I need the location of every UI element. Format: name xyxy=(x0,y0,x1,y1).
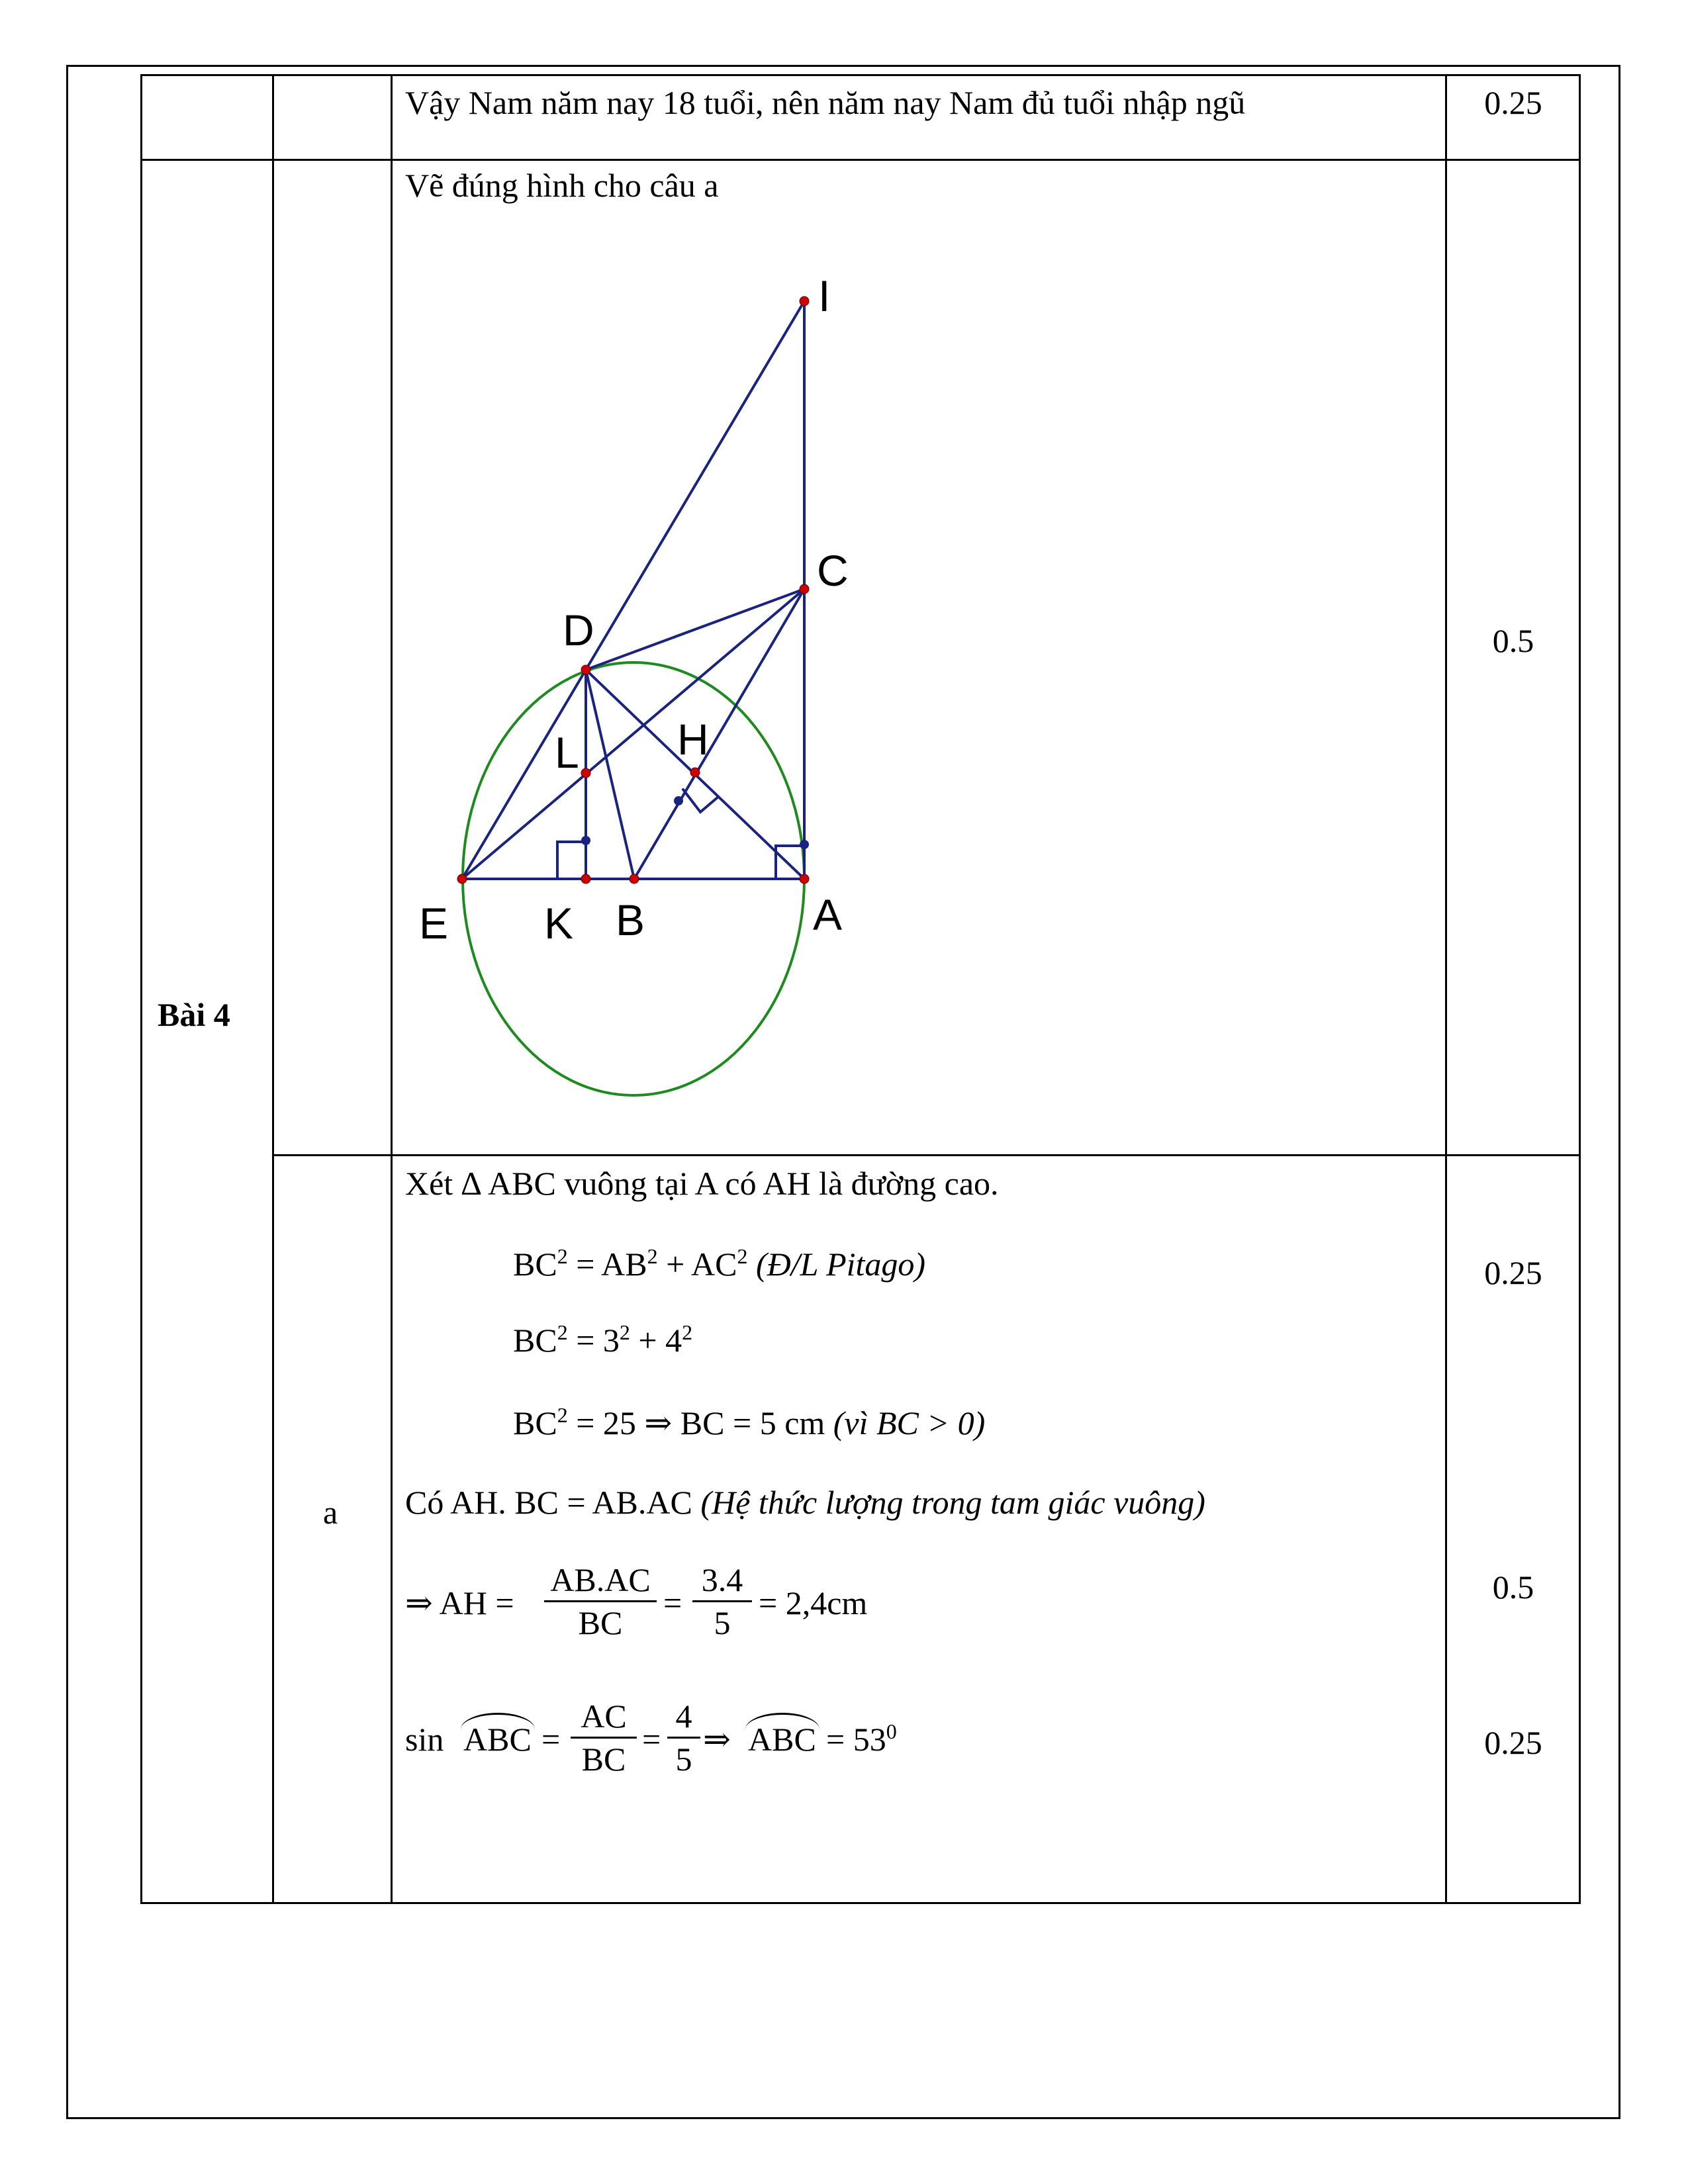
fraction-3-4-over-5 xyxy=(692,1559,752,1643)
step2-mid: = 3 xyxy=(567,1322,620,1359)
step2-exp-2: 2 xyxy=(619,1320,630,1344)
pyth-exp-2: 2 xyxy=(647,1244,658,1268)
problem-label: Bài 4 xyxy=(158,996,230,1033)
part-a-score-1: 0.25 xyxy=(1484,1254,1542,1291)
segment-dc xyxy=(586,589,804,670)
point-b xyxy=(630,874,639,884)
label-e: E xyxy=(419,899,449,948)
point-l xyxy=(581,768,590,778)
segment-bc xyxy=(634,589,804,879)
pyth-exp-3: 2 xyxy=(737,1244,748,1268)
sin-result-value: = 53 xyxy=(826,1721,886,1758)
sin-result xyxy=(826,1719,897,1759)
step3-rest: = 25 ⇒ BC = 5 cm xyxy=(567,1404,833,1441)
bc-result-line xyxy=(513,1403,985,1443)
label-l: L xyxy=(555,728,579,777)
sin-angle: ABC xyxy=(463,1721,532,1758)
fraction-4-over-5 xyxy=(667,1696,700,1780)
step2-left: BC xyxy=(513,1322,557,1359)
point-i xyxy=(800,296,809,306)
ah-result: = 2,4cm xyxy=(759,1584,868,1621)
sin-eq-1: = xyxy=(541,1721,561,1758)
draw-instruction: Vẽ đúng hình cho câu a xyxy=(405,167,719,204)
step3-note: (vì BC > 0) xyxy=(833,1404,986,1441)
fraction-ac-over-bc xyxy=(571,1696,637,1780)
point-c xyxy=(800,584,809,594)
point-h xyxy=(690,768,700,777)
step2-exp-1: 2 xyxy=(557,1320,568,1344)
pyth-note: (Đ/L Pitago) xyxy=(747,1246,926,1283)
frac3-numerator: AC xyxy=(581,1698,627,1735)
frac4-denominator: 5 xyxy=(675,1741,692,1778)
segment-id xyxy=(586,301,804,670)
sin-implies: ⇒ xyxy=(703,1721,731,1758)
sin-eq-2: = xyxy=(642,1721,661,1758)
label-k: K xyxy=(544,899,574,948)
ah-prefix: ⇒ AH = xyxy=(405,1584,514,1621)
part-a-score-2: 0.5 xyxy=(1492,1569,1534,1606)
point-d xyxy=(581,665,590,674)
part-a-label: a xyxy=(323,1494,338,1531)
pyth-exp-1: 2 xyxy=(557,1244,568,1268)
step3-exp: 2 xyxy=(557,1403,568,1427)
consider-triangle-line: Xét ∆ ABC vuông tại A có AH là đường cao. xyxy=(405,1165,999,1202)
point-aux-a xyxy=(800,840,809,849)
segment-ec xyxy=(462,589,804,879)
pyth-eq: = AB xyxy=(567,1246,647,1283)
point-k xyxy=(581,874,590,884)
frac3-denominator: BC xyxy=(581,1741,626,1778)
sin-angle-2: ABC xyxy=(748,1721,816,1758)
frac1-numerator: AB.AC xyxy=(550,1561,651,1598)
draw-score: 0.5 xyxy=(1492,622,1534,659)
right-angle-k xyxy=(557,842,586,879)
substitution-line xyxy=(513,1320,692,1360)
co-note: (Hệ thức lượng trong tam giác vuông) xyxy=(700,1484,1205,1521)
sin-prefix: sin xyxy=(405,1721,444,1758)
altitude-relation-line xyxy=(405,1482,1205,1522)
label-b: B xyxy=(616,895,645,944)
part-a-score-3: 0.25 xyxy=(1484,1724,1542,1761)
frac1-denominator: BC xyxy=(578,1604,623,1641)
label-h: H xyxy=(677,715,709,764)
point-aux-h xyxy=(674,796,683,805)
pythagoras-line xyxy=(513,1244,925,1284)
label-i: I xyxy=(818,271,831,320)
frac4-numerator: 4 xyxy=(675,1698,692,1735)
conclusion-text: Vậy Nam năm nay 18 tuổi, nên năm nay Nam đủ tuổi nhập ngũ xyxy=(405,84,1246,121)
step2-plus: + 4 xyxy=(630,1322,682,1359)
step3-left: BC xyxy=(513,1404,557,1441)
frac2-numerator: 3.4 xyxy=(701,1561,743,1598)
point-e xyxy=(457,874,467,884)
co-main: Có AH. BC = AB.AC xyxy=(405,1484,701,1521)
row1-score: 0.25 xyxy=(1484,84,1542,121)
step2-exp-3: 2 xyxy=(682,1320,693,1344)
frac2-denominator: 5 xyxy=(714,1604,731,1641)
point-a xyxy=(800,874,809,884)
ah-eq: = xyxy=(663,1584,682,1621)
sin-result-exp: 0 xyxy=(886,1719,897,1743)
label-c: C xyxy=(817,546,849,595)
pyth-left: BC xyxy=(513,1246,557,1283)
fraction-ab-ac-over-bc xyxy=(544,1559,657,1643)
pyth-plus: + AC xyxy=(657,1246,737,1283)
label-d: D xyxy=(563,606,594,655)
segment-db xyxy=(586,670,634,879)
label-a: A xyxy=(813,890,843,939)
point-aux-k xyxy=(581,836,590,845)
